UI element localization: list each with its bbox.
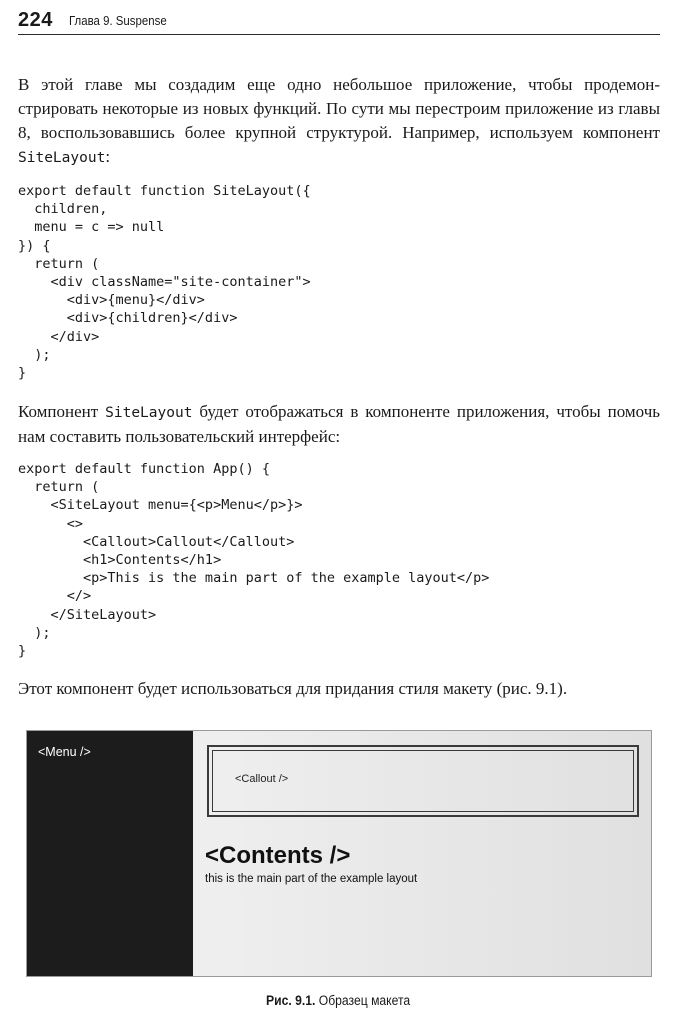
figure-menu-panel [27,731,193,976]
figure-menu-label: <Menu /> [38,745,91,759]
page-number: 224 [18,8,53,31]
figure-caption [0,993,676,1008]
code-block-sitelayout: export default function SiteLayout({ children, menu = c => null }) { return ( <div className="site-container"> <div>{menu}</div> <div>{children}</div> </div> ); } [18,183,311,382]
second-paragraph [18,400,660,449]
figure-main-panel [193,731,651,976]
caption-text: Образец макета [318,993,411,1008]
third-paragraph: Этот компонент будет использоваться для придания стиля макету (рис. 9.1). [18,679,568,698]
inline-code-sitelayout: SiteLayout [18,150,106,166]
intro-paragraph [18,73,660,170]
second-text-end: будет отображаться в компоненте приложения, чтобы помочь нам составить пользовательский интерфейс: [18,402,660,446]
running-title: Глава 9. Suspense [68,12,167,28]
intro-text-end: : [105,147,111,166]
figure-callout-box [207,745,639,817]
figure-contents-heading: <Contents /> [205,842,351,869]
caption-label: Рис. 9.1. [265,993,316,1008]
code-block-app: export default function App() { return ( <SiteLayout menu={<p>Menu</p>}> <> <Callout>Callout</Callout> <h1>Contents</h1> <p>This is the main part of the example layout</p> </> </SiteLayout> ); } [18,461,490,660]
figure-body-text: this is the main part of the example layout [205,873,418,885]
intro-text: В этой главе мы создадим еще одно небольшое приложение, чтобы продемон-стрировать некоторые из новых функций. По сути мы перестроим приложение из главы 8, воспользовавшись более крупной структурой. Например, используем компонент [18,75,660,142]
figure-callout-inner [212,750,634,812]
running-header [18,6,660,35]
figure-callout-label: <Callout /> [235,773,289,785]
inline-code-sitelayout-2: SiteLayout [105,405,193,421]
figure-layout-example [26,730,652,977]
second-text-start: Компонент [18,402,106,421]
